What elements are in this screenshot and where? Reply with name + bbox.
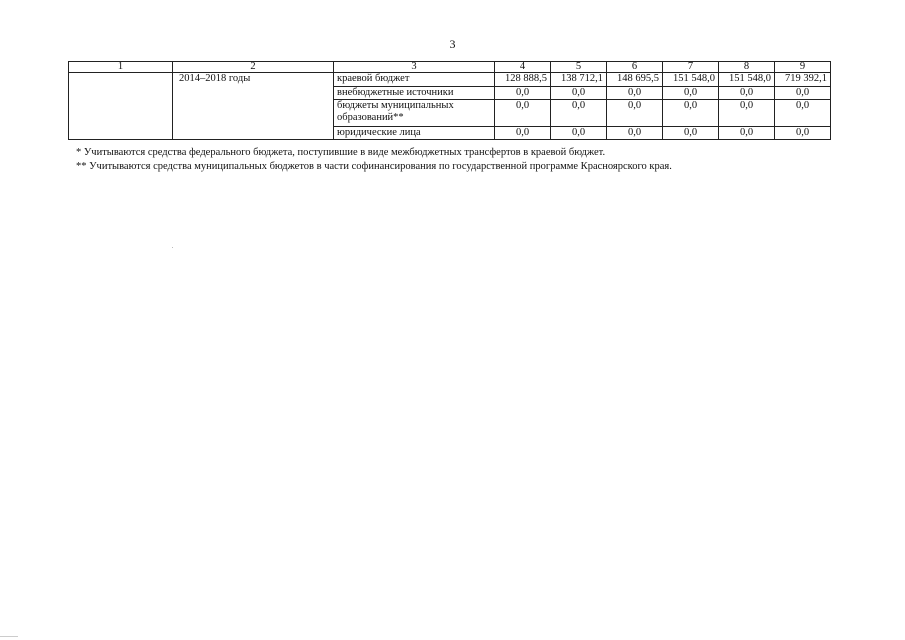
empty-cell [69, 73, 173, 140]
column-header: 9 [775, 62, 831, 73]
value-cell: 0,0 [775, 127, 831, 140]
column-header: 8 [719, 62, 775, 73]
source-cell: юридические лица [334, 127, 495, 140]
column-header: 7 [663, 62, 719, 73]
value-cell: 0,0 [495, 127, 551, 140]
value-cell: 151 548,0 [719, 73, 775, 87]
value-cell: 719 392,1 [775, 73, 831, 87]
column-header: 5 [551, 62, 607, 73]
value-cell: 0,0 [607, 87, 663, 100]
value-cell: 0,0 [775, 87, 831, 100]
value-cell: 0,0 [607, 100, 663, 127]
value-cell: 0,0 [551, 100, 607, 127]
column-header: 3 [334, 62, 495, 73]
footnote-federal: * Учитываются средства федерального бюджета, поступившие в виде межбюджетных трансфертов в краевой бюджет. [76, 147, 606, 158]
value-cell: 0,0 [551, 87, 607, 100]
page-number: 3 [449, 37, 456, 51]
value-cell: 0,0 [551, 127, 607, 140]
value-cell: 0,0 [663, 87, 719, 100]
footnote-municipal: ** Учитываются средства муниципальных бюджетов в части софинансирования по государственной программе Красноярского края. [76, 161, 672, 172]
table-row [69, 73, 831, 87]
table-header-row [69, 62, 831, 73]
funding-table [68, 61, 831, 140]
value-cell: 151 548,0 [663, 73, 719, 87]
value-cell: 0,0 [495, 87, 551, 100]
value-cell: 0,0 [719, 100, 775, 127]
column-header: 1 [69, 62, 173, 73]
value-cell: 0,0 [775, 100, 831, 127]
column-header: 6 [607, 62, 663, 73]
value-cell: 128 888,5 [495, 73, 551, 87]
value-cell: 148 695,5 [607, 73, 663, 87]
column-header: 2 [173, 62, 334, 73]
period-cell: 2014–2018 годы [173, 73, 334, 140]
source-cell: внебюджетные источники [334, 87, 495, 100]
value-cell: 0,0 [719, 127, 775, 140]
column-header: 4 [495, 62, 551, 73]
value-cell: 0,0 [719, 87, 775, 100]
value-cell: 0,0 [663, 100, 719, 127]
value-cell: 0,0 [495, 100, 551, 127]
source-cell: бюджеты муниципальных образований** [334, 100, 495, 127]
footnotes [76, 146, 672, 174]
scan-edge-mark [0, 636, 18, 637]
value-cell: 0,0 [607, 127, 663, 140]
scan-speck [172, 247, 173, 248]
value-cell: 138 712,1 [551, 73, 607, 87]
value-cell: 0,0 [663, 127, 719, 140]
source-cell: краевой бюджет [334, 73, 495, 87]
